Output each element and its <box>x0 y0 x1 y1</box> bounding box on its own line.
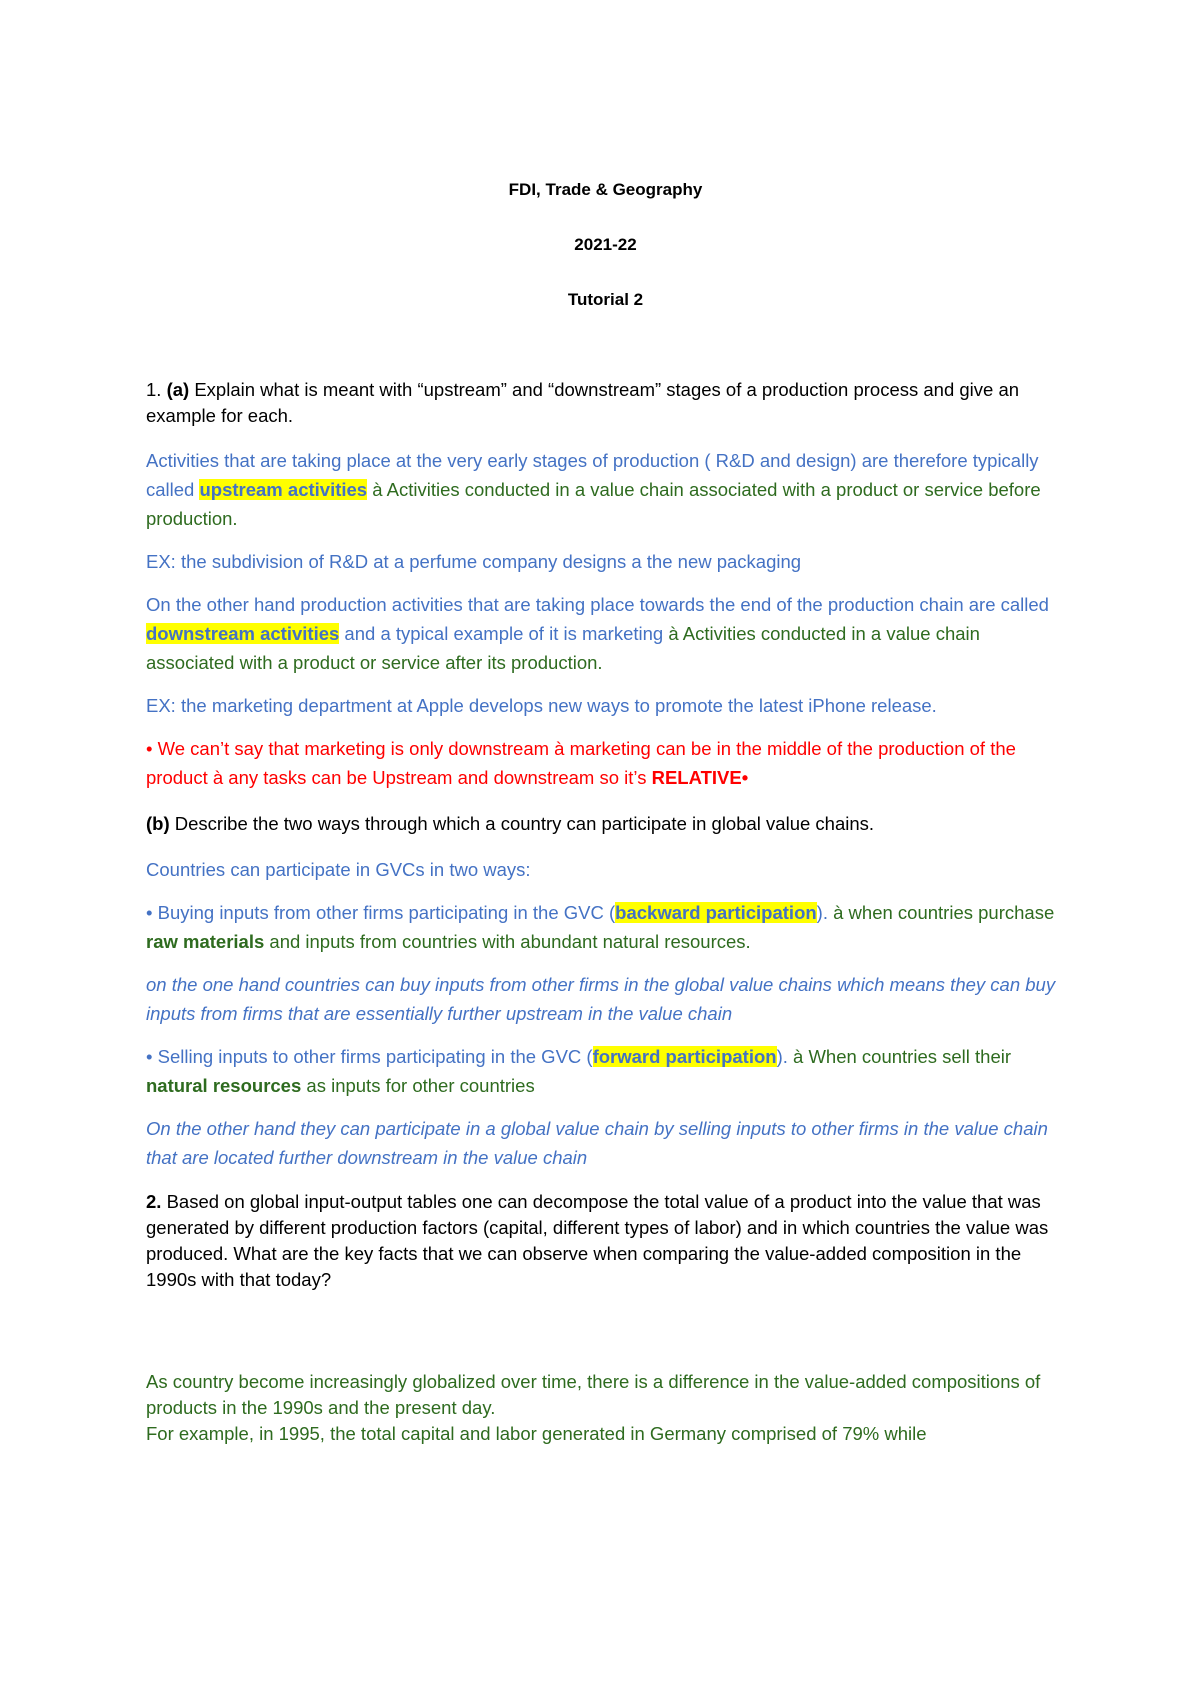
relative-note: • We can’t say that marketing is only downstream à marketing can be in the middle of the production of the product à any tasks can be Upstream and downstream so it’s RELATIVE• <box>146 738 1016 788</box>
question-1a: 1. (a) Explain what is meant with “upstream” and “downstream” stages of a production process and give an example for each. <box>146 379 1020 426</box>
document-header <box>146 0 1065 311</box>
italic-note-backward: on the one hand countries can buy inputs from other firms in the global value chains which means they can buy inputs from firms that are essentially further upstream in the value chain <box>146 974 1056 1024</box>
bullet-forward-participation: • Selling inputs to other firms participating in the GVC (forward participation). à When countries sell their natural resources as inputs for other countries <box>146 1046 1012 1096</box>
highlight-backward: backward participation <box>615 902 817 923</box>
example-downstream: EX: the marketing department at Apple develops new ways to promote the latest iPhone release. <box>146 695 937 716</box>
highlight-upstream: upstream activities <box>199 479 368 500</box>
academic-year: 2021-22 <box>574 235 637 254</box>
answer-1b-intro: Countries can participate in GVCs in two ways: <box>146 859 531 880</box>
bullet-backward-participation: • Buying inputs from other firms participating in the GVC (backward participation). à when countries purchase raw materials and inputs from countries with abundant natural resources. <box>146 902 1055 952</box>
question-1b: (b) Describe the two ways through which a country can participate in global value chains. <box>146 813 875 834</box>
tutorial-number: Tutorial 2 <box>567 290 644 309</box>
highlight-forward: forward participation <box>592 1046 777 1067</box>
italic-note-forward: On the other hand they can participate in a global value chain by selling inputs to other firms in the value chain that are located further downstream in the value chain <box>146 1118 1048 1168</box>
example-upstream: EX: the subdivision of R&D at a perfume company designs a the new packaging <box>146 551 802 572</box>
answer-2-example: For example, in 1995, the total capital and labor generated in Germany comprised of 79% while <box>146 1423 927 1444</box>
question-2: 2. Based on global input-output tables one can decompose the total value of a product into the value that was generated by different production factors (capital, different types of labor) and in which countries the value was produced. What are the key facts that we can observe when comparing the value-added composition in the 1990s with that today? <box>146 1191 1049 1290</box>
highlight-downstream: downstream activities <box>146 623 340 644</box>
answer-1a-upstream: Activities that are taking place at the very early stages of production ( R&D and design) are therefore typically called upstream activities à Activities conducted in a value chain associated with a product or service before production. <box>146 450 1041 529</box>
answer-2-paragraph: As country become increasingly globalized over time, there is a difference in the value-added compositions of products in the 1990s and the present day. <box>146 1371 1041 1418</box>
document-title: FDI, Trade & Geography <box>508 180 703 199</box>
answer-1a-downstream: On the other hand production activities that are taking place towards the end of the production chain are called downstream activities and a typical example of it is marketing à Activities conducted in a value chain associated with a product or service after its production. <box>146 594 1049 673</box>
document-body <box>146 377 1065 1447</box>
